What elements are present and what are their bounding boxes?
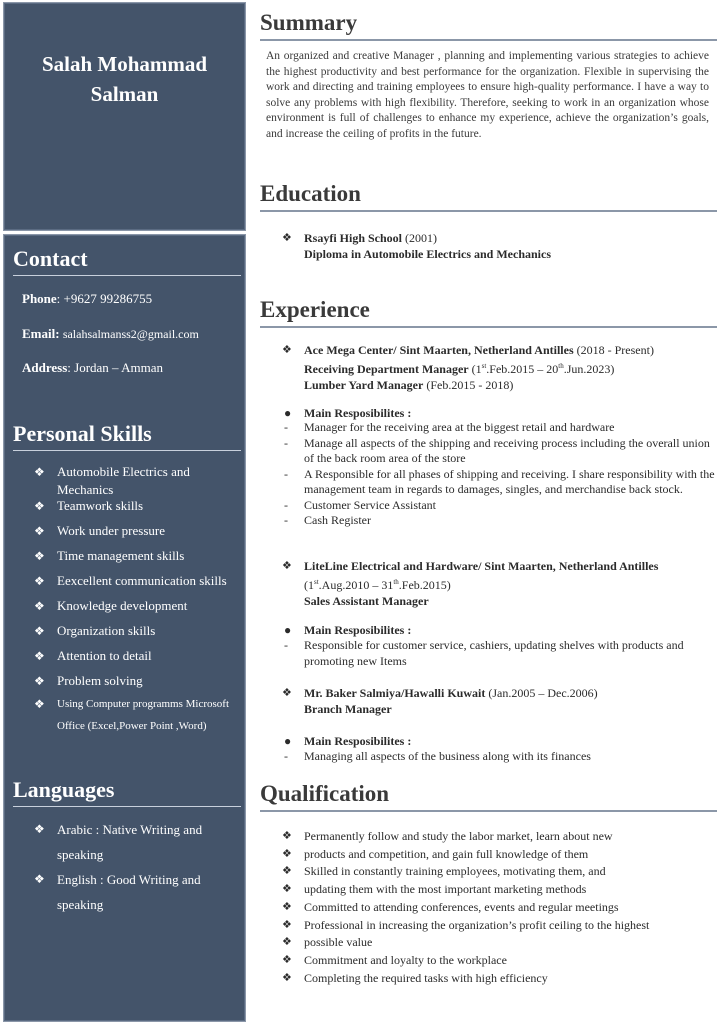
- languages-list: [34, 817, 244, 917]
- diamond-bullet-icon: ❖: [34, 499, 45, 513]
- job-period: (Jan.2005 – Dec.2006): [485, 686, 598, 700]
- list-item: ❖ Work under pressure: [34, 523, 165, 538]
- list-item: ❖ Committed to attending conferences, events and regular meetings: [282, 899, 717, 917]
- email-label: Email:: [22, 326, 60, 341]
- job-company: Mr. Baker Salmiya/Hawalli Kuwait: [304, 686, 486, 700]
- address-label: Address: [22, 360, 68, 375]
- school-name: Rsayfi High School: [304, 231, 403, 245]
- diamond-bullet-icon: ❖: [34, 624, 45, 638]
- job-period: (2018 - Present): [573, 343, 654, 357]
- address-value: : Jordan – Amman: [67, 360, 163, 375]
- list-item: ❖ products and competition, and gain full knowledge of them: [282, 846, 717, 864]
- round-bullet-icon: ●: [284, 734, 292, 748]
- diamond-bullet-icon: ❖: [282, 883, 292, 896]
- list-item: ❖ Organization skills: [34, 623, 156, 638]
- diploma: Diploma in Automobile Electrics and Mechanics: [304, 247, 551, 261]
- list-item: ❖ Arabic : Native Writing and speaking: [34, 817, 244, 867]
- job-role: Branch Manager: [304, 702, 392, 716]
- dash-icon: -: [284, 497, 288, 512]
- email-line: [22, 326, 199, 342]
- diamond-bullet-icon: ❖: [282, 687, 292, 699]
- list-item: ❖ Using Computer programms Microsoft Office (Excel,Power Point ,Word): [34, 693, 244, 737]
- address-line: [22, 360, 163, 376]
- list-item: ❖ Problem solving: [34, 673, 143, 688]
- job-entry-3: [282, 685, 717, 717]
- candidate-name: [4, 49, 245, 109]
- diamond-bullet-icon: ❖: [34, 649, 45, 663]
- dash-icon: -: [284, 513, 288, 527]
- list-item: ❖ Commitment and loyalty to the workplace: [282, 952, 717, 970]
- dash-icon: -: [284, 638, 288, 652]
- dash-icon: -: [284, 435, 288, 450]
- diamond-bullet-icon: ❖: [282, 865, 292, 878]
- job-company: Ace Mega Center/ Sint Maarten, Netherland Antilles: [304, 343, 574, 357]
- diamond-bullet-icon: ❖: [282, 936, 292, 949]
- list-item: ❖ Skilled in constantly training employees, motivating them, and: [282, 863, 717, 881]
- diamond-bullet-icon: ❖: [282, 830, 292, 842]
- dash-icon: -: [284, 749, 288, 763]
- experience-heading: Experience: [260, 296, 717, 328]
- list-item: ❖ English : Good Writing and speaking: [34, 867, 244, 917]
- skills-list: [34, 463, 244, 744]
- diamond-bullet-icon: ❖: [34, 697, 45, 711]
- list-item: - Customer Service Assistant: [284, 497, 436, 512]
- contact-heading: Contact: [13, 245, 241, 276]
- diamond-bullet-icon: ❖: [34, 465, 45, 479]
- job-role: Lumber Yard Manager: [304, 378, 424, 392]
- list-item: - Manager for the receiving area at the biggest retail and hardware: [284, 420, 615, 434]
- round-bullet-icon: ●: [284, 406, 292, 420]
- list-item: ❖ Knowledge development: [34, 598, 188, 613]
- diamond-bullet-icon: ❖: [282, 560, 292, 572]
- list-item: ❖ Eexcellent communication skills: [34, 573, 227, 588]
- list-item: ❖ Automobile Electrics and Mechanics: [34, 464, 190, 497]
- diamond-bullet-icon: ❖: [282, 900, 292, 913]
- job-entry-1: ❖ Ace Mega Center/ Sint Maarten, Netherland Antilles (2018 - Present) Receiving Department Manager (1st.Feb.2015 – 20th.Jun.2023) Lumber Yard Manager (Feb.2015 - 2018): [282, 343, 654, 392]
- phone-value: : +9627 99286755: [56, 291, 153, 306]
- name-line-1: Salah Mohammad: [41, 52, 208, 76]
- round-bullet-icon: ●: [284, 623, 292, 637]
- diamond-bullet-icon: ❖: [282, 847, 292, 860]
- summary-text: An organized and creative Manager , planning and implementing various strategies to achieve the highest productivity and best performance for the organization. Flexible in supervising the work and directing and training employees to ensure high-quality performance. I have a way to solve any problems with high flexibility. Therefore, seeking to work in an organization whose environment is full of challenges to enhance my experience, achieve the organization’s goals, and increase the ceiling of profits in the future.: [266, 50, 709, 140]
- job-company: LiteLine Electrical and Hardware/ Sint Maarten, Netherland Antilles: [304, 559, 659, 573]
- diamond-bullet-icon: ❖: [34, 549, 45, 563]
- skills-heading: Personal Skills: [13, 420, 241, 451]
- responsibilities-label: Main Resposibilites :: [304, 623, 412, 637]
- list-item: ❖ Permanently follow and study the labor market, learn about new: [282, 828, 717, 846]
- email-value: salahsalmanss2@gmail.com: [62, 327, 199, 341]
- diamond-bullet-icon: ❖: [282, 344, 292, 356]
- diamond-bullet-icon: ❖: [34, 574, 45, 588]
- job2-duties: [284, 638, 717, 669]
- diamond-bullet-icon: ❖: [282, 953, 292, 966]
- list-item: - Cash Register: [284, 513, 371, 527]
- job-role: Sales Assistant Manager: [304, 594, 429, 608]
- list-item: - Responsible for customer service, cashiers, updating shelves with products and promoting new Items: [284, 638, 684, 668]
- job-entry-2: ❖ LiteLine Electrical and Hardware/ Sint Maarten, Netherland Antilles (1st.Aug.2010 – 31th.Feb.2015) Sales Assistant Manager: [282, 559, 659, 608]
- responsibilities-label: Main Resposibilites :: [304, 734, 412, 748]
- diamond-bullet-icon: ❖: [34, 524, 45, 538]
- list-item: - A Responsible for all phases of shipping and receiving. I share responsibility with the management team in regards to damages, singles, and merchandise back stock.: [284, 466, 715, 496]
- diamond-bullet-icon: ❖: [282, 971, 292, 984]
- list-item: ❖ Professional in increasing the organization’s profit ceiling to the highest: [282, 917, 717, 935]
- qualification-heading: Qualification: [260, 780, 717, 812]
- job3-duties: [284, 749, 717, 765]
- diamond-bullet-icon: ❖: [34, 872, 45, 886]
- list-item: ❖ possible value: [282, 934, 717, 952]
- sidebar: [3, 234, 246, 1022]
- phone-label: Phone: [22, 291, 57, 306]
- responsibilities-label: Main Resposibilites :: [304, 406, 412, 420]
- education-heading: Education: [260, 180, 717, 212]
- diamond-bullet-icon: ❖: [34, 599, 45, 613]
- list-item: ❖ Time management skills: [34, 548, 185, 563]
- diamond-bullet-icon: ❖: [34, 674, 45, 688]
- list-item: ❖ updating them with the most important marketing methods: [282, 881, 717, 899]
- list-item: ❖ Teamwork skills: [34, 498, 144, 513]
- qualification-list: [282, 828, 717, 987]
- list-item: - Manage all aspects of the shipping and receiving process including the overall union of the back room area of the store: [284, 435, 710, 465]
- list-item: ❖ Completing the required tasks with high efficiency: [282, 970, 717, 988]
- list-item: - Managing all aspects of the business along with its finances: [284, 749, 591, 763]
- education-entry: [282, 230, 717, 262]
- list-item: ❖ Attention to detail: [34, 648, 152, 663]
- school-year: (2001): [402, 231, 438, 245]
- job1-duties: [284, 420, 717, 529]
- diamond-bullet-icon: ❖: [282, 232, 292, 244]
- name-panel: [3, 2, 246, 231]
- diamond-bullet-icon: ❖: [282, 918, 292, 931]
- dash-icon: -: [284, 466, 288, 481]
- diamond-bullet-icon: ❖: [34, 822, 45, 836]
- job-role: Receiving Department Manager: [304, 362, 469, 376]
- name-line-2: Salman: [90, 82, 159, 106]
- summary-heading: Summary: [260, 9, 717, 41]
- phone-line: [22, 291, 152, 307]
- dash-icon: -: [284, 420, 288, 434]
- languages-heading: Languages: [13, 776, 241, 807]
